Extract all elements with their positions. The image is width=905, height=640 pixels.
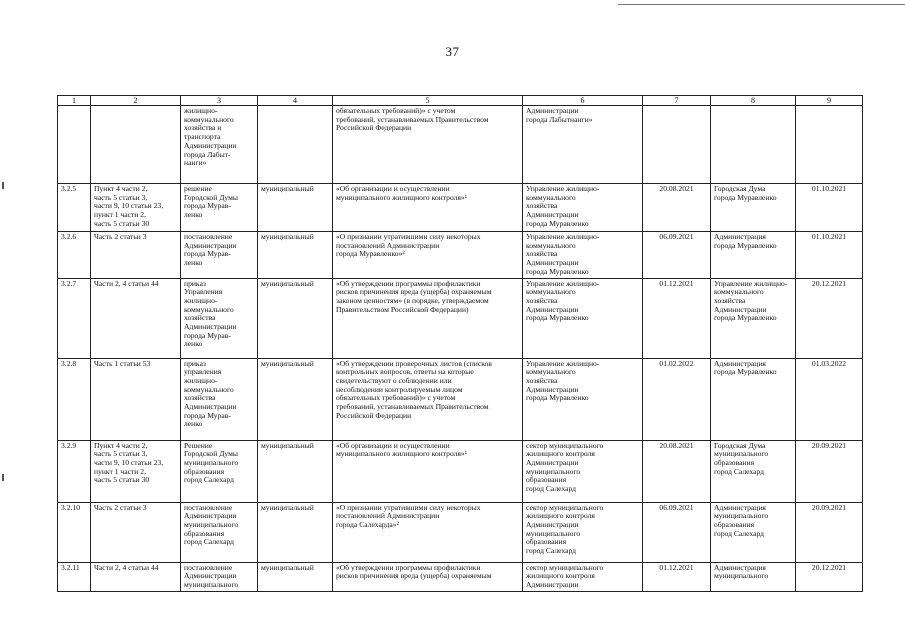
cell-number: 3.2.9 (58, 440, 91, 502)
cell-developer: Управление жилищно- коммунального хозяйства Администрации города Муравленко (523, 184, 643, 232)
cell-developer: сектор муниципального жилищного контроля Администрации (523, 562, 643, 591)
cell-submit-date: 06.09.2021 (643, 232, 711, 279)
cell-level (258, 106, 333, 184)
cell-legal-basis: Часть 2 статьи 3 (91, 502, 181, 562)
cell-act-type: постановление Администрации муниципального (181, 562, 258, 591)
cell-adopting-body: Администрация города Муравленко (711, 232, 796, 279)
cell-number: 3.2.8 (58, 358, 91, 440)
cell-act-title: «О признании утратившими силу некоторых постановлений Администрации города Салехарда»² (333, 502, 523, 562)
cell-adopting-body: Администрация муниципального образования город Салехард (711, 502, 796, 562)
cell-submit-date: 20.08.2021 (643, 440, 711, 502)
cell-level: муниципальный (258, 184, 333, 232)
top-rule (618, 4, 905, 5)
table-row (58, 278, 863, 358)
col-header-5: 5 (333, 96, 523, 106)
cell-adopt-date: 20.12.2021 (796, 278, 863, 358)
cell-act-title: обязательных требований)» с учетом требований, устанавливаемых Правительством Российской Федерации (333, 106, 523, 184)
cell-submit-date: 01.12.2021 (643, 562, 711, 591)
cell-level: муниципальный (258, 562, 333, 591)
cell-developer: Администрации города Лабытнанги» (523, 106, 643, 184)
cell-adopt-date (796, 106, 863, 184)
col-header-7: 7 (643, 96, 711, 106)
table-row (58, 562, 863, 591)
cell-number (58, 106, 91, 184)
cell-level: муниципальный (258, 278, 333, 358)
cell-legal-basis: Пункт 4 части 2, часть 5 статьи 3, части 9, 10 статьи 23, пункт 1 части 2, часть 5 статьи 30 (91, 184, 181, 232)
cell-adopting-body: Администрация муниципального (711, 562, 796, 591)
cell-act-type: приказ Управления жилищно- коммунального хозяйства Администрации города Мурав- ленко (181, 278, 258, 358)
page-number: 37 (445, 44, 460, 59)
cell-act-title: «Об утверждении проверочных листов (списков контрольных вопросов, ответы на которые свидетельствуют о соблюдении или несоблюдении контролируемым лицом обязательных требований)» с учетом требований, устанавливаемых Правительством Российской Федерации (333, 358, 523, 440)
cell-developer: Управление жилищно- коммунального хозяйства Администрации города Муравленко (523, 358, 643, 440)
cell-act-type: приказ управления жилищно- коммунального хозяйства Администрации города Мурав- ленко (181, 358, 258, 440)
margin-mark (2, 182, 4, 189)
cell-submit-date (643, 106, 711, 184)
cell-adopting-body: Городская Дума города Муравленко (711, 184, 796, 232)
col-header-6: 6 (523, 96, 643, 106)
cell-adopt-date: 20.09.2021 (796, 502, 863, 562)
cell-submit-date: 06.09.2021 (643, 502, 711, 562)
cell-number: 3.2.11 (58, 562, 91, 591)
col-header-9: 9 (796, 96, 863, 106)
col-header-8: 8 (711, 96, 796, 106)
cell-level: муниципальный (258, 440, 333, 502)
cell-act-title: «Об организации и осуществлении муниципального жилищного контроля»¹ (333, 184, 523, 232)
cell-act-title: «Об утверждении программы профилактики рисков причинения вреда (ущерба) охраняемым (333, 562, 523, 591)
cell-developer: сектор муниципального жилищного контроля Администрации муниципального образования город Салехард (523, 440, 643, 502)
cell-submit-date: 20.08.2021 (643, 184, 711, 232)
cell-adopting-body (711, 106, 796, 184)
cell-act-type: Решение Городской Думы муниципального образования город Салехард (181, 440, 258, 502)
cell-adopt-date: 01.03.2022 (796, 358, 863, 440)
table-row (58, 358, 863, 440)
cell-developer: Управление жилищно- коммунального хозяйства Администрации города Муравленко (523, 232, 643, 279)
cell-number: 3.2.7 (58, 278, 91, 358)
cell-adopting-body: Управление жилищно- коммунального хозяйства Администрации города Муравленко (711, 278, 796, 358)
cell-legal-basis: Часть 2 статьи 3 (91, 232, 181, 279)
cell-adopt-date: 20.09.2021 (796, 440, 863, 502)
cell-level: муниципальный (258, 502, 333, 562)
cell-submit-date: 01.12.2021 (643, 278, 711, 358)
cell-adopt-date: 01.10.2021 (796, 232, 863, 279)
cell-legal-basis: Часть 1 статьи 53 (91, 358, 181, 440)
cell-legal-basis: Части 2, 4 статьи 44 (91, 278, 181, 358)
cell-act-type: решение Городской Думы города Мурав- ленко (181, 184, 258, 232)
cell-adopting-body: Городская Дума муниципального образования город Салехард (711, 440, 796, 502)
cell-developer: Управление жилищно- коммунального хозяйства Администрации города Муравленко (523, 278, 643, 358)
table-row (58, 440, 863, 502)
cell-adopting-body: Администрация города Муравленко (711, 358, 796, 440)
cell-act-title: «О признании утратившими силу некоторых постановлений Администрации города Муравленко»² (333, 232, 523, 279)
cell-number: 3.2.5 (58, 184, 91, 232)
col-header-4: 4 (258, 96, 333, 106)
regulations-table (57, 95, 863, 592)
col-header-3: 3 (181, 96, 258, 106)
cell-act-title: «Об утверждении программы профилактики рисков причинения вреда (ущерба) охраняемым законом ценностям» (в порядке, утверждаемом Правительством Российской Федерации) (333, 278, 523, 358)
cell-submit-date: 01.02.2022 (643, 358, 711, 440)
cell-legal-basis (91, 106, 181, 184)
cell-act-type: постановление Администрации города Мурав- ленко (181, 232, 258, 279)
cell-level: муниципальный (258, 358, 333, 440)
cell-act-title: «Об организации и осуществлении муниципального жилищного контроля»¹ (333, 440, 523, 502)
cell-legal-basis: Части 2, 4 статьи 44 (91, 562, 181, 591)
table-header-row (58, 96, 863, 106)
cell-act-type: жилищно- коммунального хозяйства и транспорта Администрации города Лабыт- нанги» (181, 106, 258, 184)
table-row (58, 184, 863, 232)
cell-adopt-date: 20.12.2021 (796, 562, 863, 591)
cell-legal-basis: Пункт 4 части 2, часть 5 статьи 3, части 9, 10 статьи 23, пункт 1 части 2, часть 5 статьи 30 (91, 440, 181, 502)
cell-developer: сектор муниципального жилищного контроля Администрации муниципального образования город Салехард (523, 502, 643, 562)
cell-number: 3.2.10 (58, 502, 91, 562)
col-header-1: 1 (58, 96, 91, 106)
cell-adopt-date: 01.10.2021 (796, 184, 863, 232)
table-row (58, 106, 863, 184)
cell-act-type: постановление Администрации муниципального образования город Салехард (181, 502, 258, 562)
cell-number: 3.2.6 (58, 232, 91, 279)
col-header-2: 2 (91, 96, 181, 106)
margin-mark (2, 474, 4, 481)
cell-level: муниципальный (258, 232, 333, 279)
table-row (58, 232, 863, 279)
table-row (58, 502, 863, 562)
